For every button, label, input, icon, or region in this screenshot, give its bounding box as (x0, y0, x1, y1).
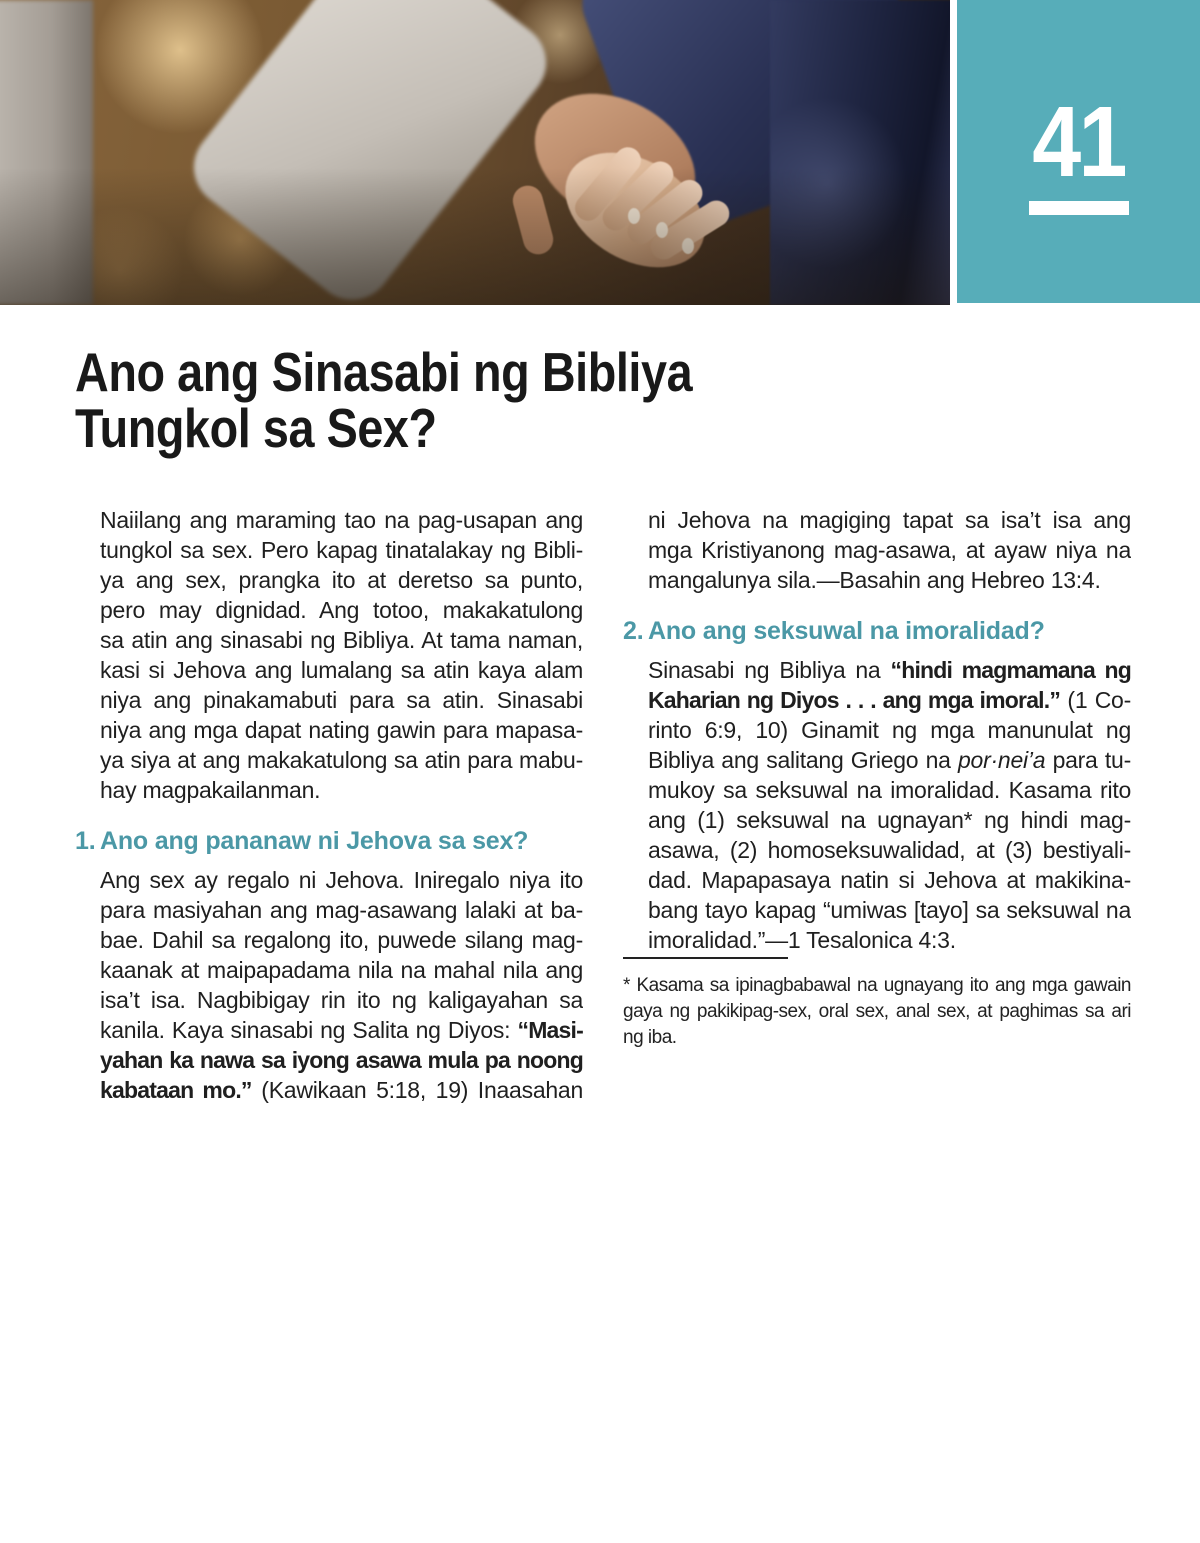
text-segment: ng iba. (623, 1027, 677, 1048)
text-line (648, 745, 1131, 775)
finger-shape (622, 175, 707, 250)
text-segment: Naiilang ang maraming tao na pag-usapan ang (100, 507, 583, 533)
footnote (623, 973, 1131, 1051)
text-line (100, 565, 583, 595)
text-segment: asawa, (2) homoseksuwalidad, at (3) bestiyali- (648, 837, 1131, 863)
text-line (648, 505, 1131, 535)
body-paragraph (648, 505, 1131, 595)
text-segment: * Kasama sa ipinagbabawal na ugnayang ito ang mga gawain (623, 975, 1131, 996)
text-segment: mga Kristiyanong mag-asawa, at ayaw niya na (648, 537, 1131, 563)
text-line (648, 895, 1131, 925)
hand-front-shape (545, 129, 725, 291)
hand-shadow-shape (571, 148, 709, 261)
text-line (100, 625, 583, 655)
text-segment: ya ang sex, prangka ito at deretso sa punto, (100, 567, 583, 593)
text-segment: para tu- (1045, 747, 1131, 773)
text-segment: (Kawikaan 5:18, 19) Inaasahan (251, 1077, 583, 1103)
text-segment: rinto 6:9, 10) Ginamit ng mga manunulat ng (648, 717, 1131, 743)
text-segment: imoralidad.”—1 Tesalonica 4:3. (648, 927, 956, 953)
text-line (100, 925, 583, 955)
navy-figure-shape (770, 0, 950, 305)
fingernail-shape (656, 222, 668, 238)
text-line (623, 999, 1131, 1025)
text-line (648, 535, 1131, 565)
holding-hands-photo (0, 0, 950, 305)
text-line (100, 655, 583, 685)
text-segment: niya ang mga dapat nating gawin para mapasa- (100, 717, 583, 743)
section-heading-text: Ano ang pananaw ni Jehova sa sex? (100, 827, 529, 855)
text-segment: niya ang pinakamabuti para sa atin. Sinasabi (100, 687, 583, 713)
text-segment: hay magpakailanman. (100, 777, 321, 803)
section-heading-text: Ano ang seksuwal na imoralidad? (648, 617, 1045, 645)
text-segment: gaya ng pakikipag-sex, oral sex, anal sex, at paghimas sa ari (623, 1001, 1131, 1022)
bold-text: Kaharian ng Diyos . . . ang mga imoral.” (648, 687, 1061, 713)
navy-cuff-shape (626, 17, 784, 158)
text-segment: para masiyahan ang mag-asawang lalaki at ba- (100, 897, 583, 923)
thumb-shape (509, 182, 556, 257)
text-line (623, 973, 1131, 999)
text-segment: bang tayo kapag “umiwas [tayo] sa seksuwal na (648, 897, 1131, 923)
text-segment: dad. Mapapasaya natin si Jehova at makikina- (648, 867, 1131, 893)
text-line (100, 685, 583, 715)
hand-back-shape (512, 67, 718, 253)
text-line (648, 925, 1131, 955)
text-line (100, 865, 583, 895)
text-line (648, 865, 1131, 895)
text-line (648, 835, 1131, 865)
title-line-1: Ano ang Sinasabi ng Bibliya (75, 341, 693, 403)
text-segment: kanila. Kaya sinasabi ng Salita ng Diyos: (100, 1017, 518, 1043)
text-segment: (1 Co- (1060, 687, 1131, 713)
text-line (100, 1075, 583, 1105)
italic-text: por·nei’a (958, 747, 1046, 773)
navy-sleeve-shape (571, 0, 949, 243)
text-segment: Ang sex ay regalo ni Jehova. Iniregalo niya ito (100, 867, 583, 893)
text-segment: kasi si Jehova ang lumalang sa atin kaya alam (100, 657, 583, 683)
text-line (100, 1015, 583, 1045)
body-paragraph (100, 865, 583, 1105)
chapter-number: 41 (1032, 86, 1125, 198)
section-number: 2. (623, 617, 644, 645)
text-segment: sa atin ang sinasabi ng Bibliya. At tama naman, (100, 627, 583, 653)
text-segment: Sinasabi ng Bibliya na (648, 657, 891, 683)
bold-text: “Masi- (517, 1017, 583, 1043)
body-paragraph (100, 505, 583, 805)
bold-text: “hindi magmamana ng (890, 657, 1131, 683)
text-line (648, 805, 1131, 835)
chapter-number-box (957, 0, 1200, 303)
text-line (100, 745, 583, 775)
text-line (100, 1045, 583, 1075)
page-title (75, 341, 693, 459)
text-line (100, 895, 583, 925)
text-segment: kaanak at maipapadama nila na mahal nila ang (100, 957, 583, 983)
text-segment: tungkol sa sex. Pero kapag tinatalakay ng Bibli- (100, 537, 583, 563)
text-line (648, 655, 1131, 685)
fingernail-shape (628, 208, 640, 224)
text-segment: pero may dignidad. Ang totoo, makakatulong (100, 597, 583, 623)
text-line (648, 775, 1131, 805)
text-segment: ni Jehova na magiging tapat sa isa’t isa ang (648, 507, 1131, 533)
text-line (100, 535, 583, 565)
body-paragraph (648, 655, 1131, 955)
section-heading (75, 825, 583, 857)
text-segment: isa’t isa. Nagbibigay rin ito ng kaligayahan sa (100, 987, 583, 1013)
text-segment: mukoy sa seksuwal na imoralidad. Kasama rito (648, 777, 1131, 803)
title-line-2: Tungkol sa Sex? (75, 397, 437, 459)
bold-text: yahan ka nawa sa iyong asawa mula pa noong (100, 1047, 583, 1073)
text-line (100, 985, 583, 1015)
text-line (648, 565, 1131, 595)
finger-shape (597, 156, 678, 236)
text-line (623, 1025, 1131, 1051)
light-sleeve-shape (178, 0, 562, 305)
text-segment: bae. Dahil sa regalong ito, puwede silang mag- (100, 927, 583, 953)
text-line (648, 685, 1131, 715)
text-line (100, 505, 583, 535)
text-segment: mangalunya sila.—Basahin ang Hebreo 13:4. (648, 567, 1101, 593)
footnote-divider (623, 957, 788, 959)
text-line (100, 715, 583, 745)
text-column-right (623, 505, 1131, 1051)
text-line (648, 715, 1131, 745)
section-number: 1. (75, 827, 96, 855)
text-column-left (75, 505, 583, 1105)
light-coat-shape (0, 0, 93, 305)
section-heading (623, 615, 1131, 647)
finger-shape (570, 142, 646, 226)
text-line (100, 595, 583, 625)
chapter-underline (1029, 201, 1129, 215)
text-line (100, 955, 583, 985)
clasped-hands-shape (500, 90, 800, 305)
text-line (100, 775, 583, 805)
text-segment: ang (1) seksuwal na ugnayan* ng hindi mag- (648, 807, 1131, 833)
text-segment: ya siya at ang makakatulong sa atin para mabu- (100, 747, 583, 773)
finger-shape (646, 196, 734, 265)
bold-text: kabataan mo.” (100, 1077, 252, 1103)
text-segment: Bibliya ang salitang Griego na (648, 747, 959, 773)
fingernail-shape (682, 238, 694, 254)
